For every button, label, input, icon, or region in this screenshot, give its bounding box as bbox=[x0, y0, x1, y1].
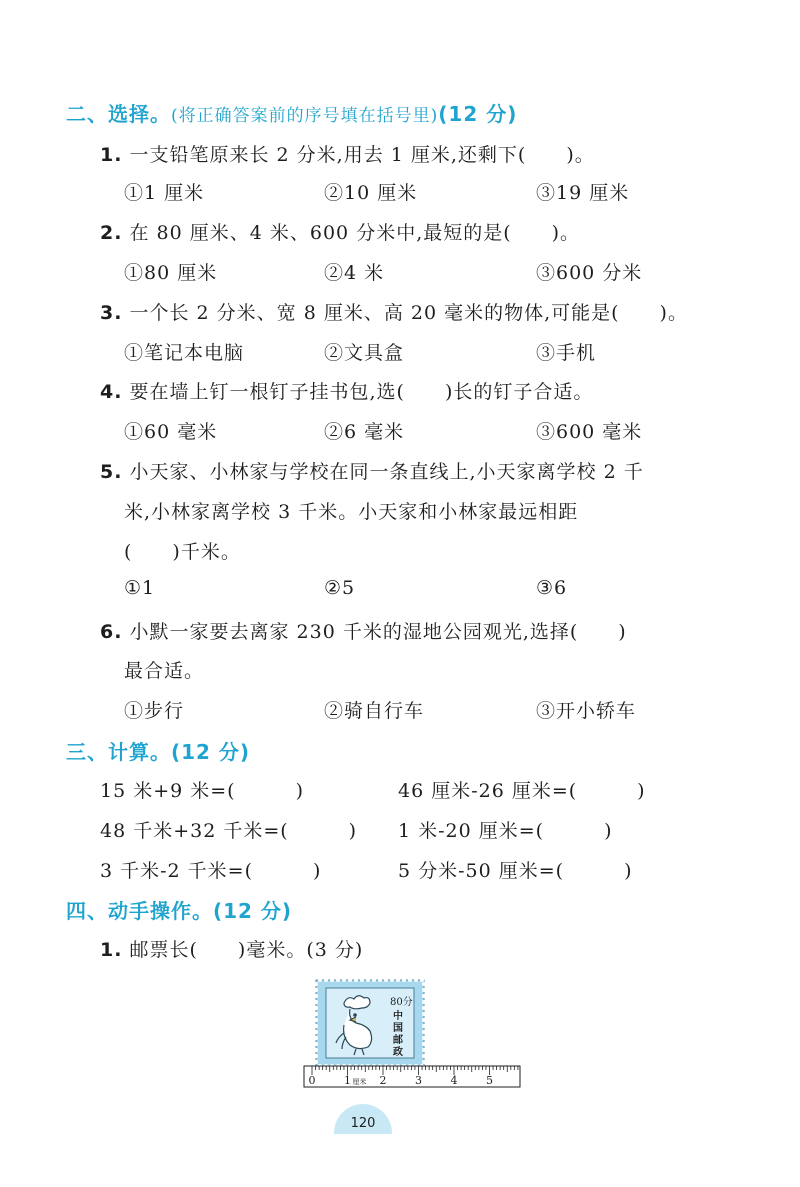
question-number: 1. bbox=[100, 144, 123, 166]
question-text-line-3: ( )千米。 bbox=[124, 541, 241, 563]
stamp-perforation bbox=[318, 978, 322, 982]
calc-1-1: 15 米+9 米=( ) bbox=[100, 780, 305, 802]
option-1c: ③19 厘米 bbox=[536, 182, 630, 204]
stamp-label-4: 政 bbox=[393, 1047, 403, 1058]
stamp-perforation bbox=[336, 978, 340, 982]
section-2-title: 二、选择。 bbox=[66, 102, 171, 126]
section-4-score: (12 分) bbox=[213, 899, 293, 923]
section-4-title: 四、动手操作。 bbox=[66, 899, 213, 923]
question-5 bbox=[100, 457, 644, 484]
stamp-perforation bbox=[314, 1024, 318, 1028]
ruler bbox=[304, 1066, 520, 1087]
question-text-line-2: 最合适。 bbox=[124, 660, 205, 682]
question-4 bbox=[100, 377, 593, 404]
stamp-perforation bbox=[422, 1000, 426, 1004]
stamp-perforation bbox=[314, 1000, 318, 1004]
stamp-ruler-svg bbox=[300, 975, 525, 1090]
question-3 bbox=[100, 298, 688, 325]
stamp-perforation bbox=[314, 1036, 318, 1040]
stamp-perforation bbox=[330, 978, 334, 982]
section-3-title: 三、计算。 bbox=[66, 740, 171, 764]
question-number: 5. bbox=[100, 461, 123, 483]
option-6c: ③开小轿车 bbox=[536, 700, 637, 722]
stamp-perforation bbox=[420, 978, 424, 982]
stamp-perforation bbox=[314, 1012, 318, 1016]
option-2a: ①80 厘米 bbox=[124, 262, 218, 284]
section-2-note: (将正确答案前的序号填在括号里) bbox=[171, 106, 439, 126]
question-6 bbox=[100, 617, 627, 644]
question-1 bbox=[100, 140, 595, 167]
option-2b: ②4 米 bbox=[324, 262, 385, 284]
stamp-perforation bbox=[314, 1042, 318, 1046]
question-text: 邮票长( )毫米。(3 分) bbox=[129, 939, 364, 961]
stamp-perforation bbox=[422, 982, 426, 986]
question-text: 一个长 2 分米、宽 8 厘米、高 20 毫米的物体,可能是( )。 bbox=[129, 302, 688, 324]
stamp-perforation bbox=[360, 978, 364, 982]
option-3c: ③手机 bbox=[536, 342, 597, 364]
stamp-perforation bbox=[422, 1054, 426, 1058]
stamp-perforation bbox=[422, 1018, 426, 1022]
stamp-perforation bbox=[422, 1030, 426, 1034]
stamp-label-1: 中 bbox=[393, 1011, 403, 1022]
question-2 bbox=[100, 218, 580, 245]
section-4-heading bbox=[66, 895, 292, 924]
question-number: 2. bbox=[100, 222, 123, 244]
stamp-perforation bbox=[314, 1018, 318, 1022]
stamp-perforation bbox=[314, 1006, 318, 1010]
stamp-perforation bbox=[422, 994, 426, 998]
question-number: 4. bbox=[100, 381, 123, 403]
stamp-label-2: 国 bbox=[393, 1023, 403, 1034]
option-1a: ①1 厘米 bbox=[124, 182, 205, 204]
stamp-perforation bbox=[366, 978, 370, 982]
section-2-score: (12 分) bbox=[438, 102, 518, 126]
stamp-perforation bbox=[342, 978, 346, 982]
stamp-perforation bbox=[396, 978, 400, 982]
question-number: 6. bbox=[100, 621, 123, 643]
stamp-perforation bbox=[422, 1042, 426, 1046]
option-5a: ①1 bbox=[124, 577, 156, 599]
stamp-label-3: 邮 bbox=[393, 1035, 403, 1046]
stamp-perforation bbox=[414, 978, 418, 982]
stamp-perforation bbox=[314, 1048, 318, 1052]
option-4a: ①60 毫米 bbox=[124, 421, 218, 443]
option-2c: ③600 分米 bbox=[536, 262, 643, 284]
option-4b: ②6 毫米 bbox=[324, 421, 405, 443]
option-1b: ②10 厘米 bbox=[324, 182, 418, 204]
question-text: 一支铅笔原来长 2 分米,用去 1 厘米,还剩下( )。 bbox=[129, 144, 595, 166]
ruler-unit: 厘米 bbox=[352, 1078, 367, 1086]
option-5c: ③6 bbox=[536, 577, 568, 599]
stamp-perforation bbox=[402, 978, 406, 982]
question-text: 要在墙上钉一根钉子挂书包,选( )长的钉子合适。 bbox=[129, 381, 594, 403]
stamp-perforation bbox=[422, 1006, 426, 1010]
section-3-heading bbox=[66, 736, 250, 765]
stamp-perforation bbox=[314, 1054, 318, 1058]
page-number: 120 bbox=[350, 1116, 376, 1131]
ruler-tick-label: 4 bbox=[450, 1074, 458, 1087]
ruler-tick-label: 0 bbox=[308, 1074, 316, 1087]
stamp-perforation bbox=[422, 1060, 426, 1064]
calc-3-1: 3 千米-2 千米=( ) bbox=[100, 860, 322, 882]
stamp-value: 80分 bbox=[390, 997, 413, 1008]
section-2-heading bbox=[66, 98, 517, 127]
ruler-tick-label: 5 bbox=[486, 1074, 493, 1087]
section-3-score: (12 分) bbox=[171, 740, 251, 764]
ruler-tick-label: 2 bbox=[379, 1074, 387, 1087]
section-4-question-1 bbox=[100, 935, 363, 962]
stamp bbox=[314, 978, 426, 1068]
stamp-perforation bbox=[348, 978, 352, 982]
calc-3-2: 5 分米-50 厘米=( ) bbox=[398, 860, 633, 882]
stamp-perforation bbox=[314, 1060, 318, 1064]
question-text-line-1: 小天家、小林家与学校在同一条直线上,小天家离学校 2 千 bbox=[129, 461, 644, 483]
stamp-perforation bbox=[314, 988, 318, 992]
question-text-line-2: 米,小林家离学校 3 千米。小天家和小林家最远相距 bbox=[124, 501, 579, 523]
page-number-badge bbox=[334, 1104, 392, 1134]
stamp-perforation bbox=[422, 1024, 426, 1028]
stamp-ruler-figure bbox=[300, 975, 525, 1090]
stamp-perforation bbox=[314, 982, 318, 986]
stamp-perforation bbox=[408, 978, 412, 982]
stamp-perforation bbox=[422, 1012, 426, 1016]
stamp-perforation bbox=[314, 994, 318, 998]
stamp-perforation bbox=[422, 1048, 426, 1052]
stamp-perforation bbox=[314, 1030, 318, 1034]
calc-2-2: 1 米-20 厘米=( ) bbox=[398, 820, 613, 842]
option-6b: ②骑自行车 bbox=[324, 700, 425, 722]
stamp-perforation bbox=[422, 988, 426, 992]
option-5b: ②5 bbox=[324, 577, 356, 599]
question-text-line-1: 小默一家要去离家 230 千米的湿地公园观光,选择( ) bbox=[129, 621, 627, 643]
question-number: 1. bbox=[100, 939, 123, 961]
option-3a: ①笔记本电脑 bbox=[124, 342, 245, 364]
stamp-perforation bbox=[372, 978, 376, 982]
stamp-perforation bbox=[384, 978, 388, 982]
option-3b: ②文具盒 bbox=[324, 342, 405, 364]
calc-1-2: 46 厘米-26 厘米=( ) bbox=[398, 780, 646, 802]
ruler-tick-label: 1 bbox=[344, 1074, 351, 1087]
question-text: 在 80 厘米、4 米、600 分米中,最短的是( )。 bbox=[129, 222, 581, 244]
stamp-perforation bbox=[354, 978, 358, 982]
stamp-perforation bbox=[422, 1036, 426, 1040]
stamp-perforation bbox=[324, 978, 328, 982]
ruler-tick-label: 3 bbox=[415, 1074, 422, 1087]
option-4c: ③600 毫米 bbox=[536, 421, 643, 443]
stamp-perforation bbox=[378, 978, 382, 982]
stamp-perforation bbox=[390, 978, 394, 982]
calc-2-1: 48 千米+32 千米=( ) bbox=[100, 820, 358, 842]
option-6a: ①步行 bbox=[124, 700, 185, 722]
question-number: 3. bbox=[100, 302, 123, 324]
